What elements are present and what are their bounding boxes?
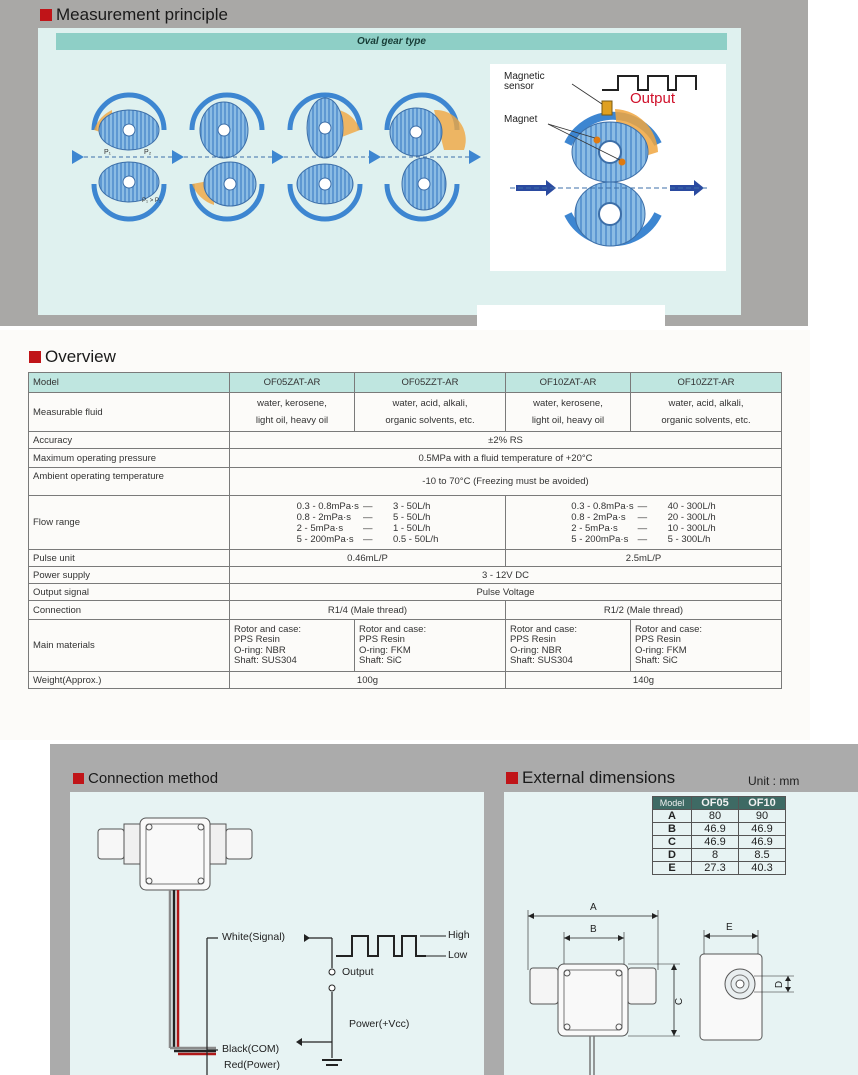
table-cell: 2.5mL/P	[505, 550, 781, 567]
table-cell: B	[653, 823, 692, 836]
dimension-c-label: C	[674, 997, 686, 1006]
cell-line: Shaft: SUS304	[234, 655, 297, 666]
table-cell: 3 - 12V DC	[230, 567, 782, 584]
table-cell: 46.9	[739, 836, 786, 849]
title-marker-icon	[506, 772, 518, 784]
dash: —	[362, 500, 373, 512]
table-cell	[355, 393, 506, 432]
sensor-body-icon	[140, 818, 210, 890]
table-cell: 46.9	[692, 823, 739, 836]
flow-value: 20 - 300L/h	[667, 511, 716, 523]
dash: —	[362, 511, 373, 523]
title-marker-icon	[73, 773, 84, 784]
table-row	[29, 432, 782, 449]
sensor-front-view-icon	[558, 964, 628, 1036]
cell-line: Shaft: SiC	[635, 655, 678, 666]
measurement-principle-section	[0, 0, 808, 326]
cell-line: O-ring: FKM	[635, 644, 687, 656]
row-label: Power supply	[29, 567, 230, 584]
sensor-side-view-icon	[700, 954, 762, 1040]
table-cell: C	[653, 836, 692, 849]
title-marker-icon	[40, 9, 52, 21]
p2-label: P₂	[144, 149, 152, 156]
table-cell	[230, 393, 355, 432]
table-row	[29, 601, 782, 620]
dimension-d-label: D	[774, 980, 786, 989]
cell-line: water, kerosene,	[533, 398, 603, 409]
viscosity: 5 - 200mPa·s	[571, 533, 629, 545]
cell-line: Rotor and case:	[635, 623, 703, 635]
viscosity: 0.3 - 0.8mPa·s	[571, 500, 634, 512]
dimensions-panel	[504, 792, 858, 1075]
output-pulse-waveform	[336, 936, 426, 956]
connection-dimensions-section	[50, 744, 858, 1075]
flow-value: 3 - 50L/h	[392, 500, 431, 512]
viscosity: 5 - 200mPa·s	[296, 533, 354, 545]
white-wire-label: White(Signal)	[222, 931, 286, 943]
table-row	[29, 468, 782, 496]
model-header: OF10ZZT-AR	[631, 373, 782, 393]
pulse-waveform	[602, 76, 696, 90]
table-cell	[230, 496, 506, 550]
cell-line: O-ring: FKM	[359, 644, 411, 656]
viscosity: 0.8 - 2mPa·s	[571, 511, 626, 523]
outlet-fitting-icon	[226, 829, 252, 859]
row-label: Ambient operating temperature	[29, 468, 230, 496]
row-label: Maximum operating pressure	[29, 449, 230, 468]
cell-line: Shaft: SiC	[359, 655, 402, 666]
cell-line: PPS Resin	[509, 634, 556, 645]
table-cell: R1/4 (Male thread)	[230, 601, 506, 620]
white-block	[477, 305, 665, 326]
cell-line: Rotor and case:	[509, 623, 578, 635]
table-cell	[230, 620, 355, 672]
section-title	[40, 5, 228, 25]
connection-panel	[70, 792, 484, 1075]
inlet-fitting-icon	[98, 829, 124, 859]
table-cell: 100g	[230, 672, 506, 689]
flow-range-of05	[297, 501, 439, 545]
table-header-row	[29, 373, 782, 393]
flow-arrow-icon	[72, 150, 84, 164]
viscosity: 0.8 - 2mPa·s	[296, 511, 352, 523]
overview-section	[0, 330, 810, 740]
table-row	[29, 672, 782, 689]
section-title-text: Measurement principle	[56, 5, 228, 24]
row-label: Measurable fluid	[29, 393, 230, 432]
red-wire-label: Red(Power)	[224, 1059, 281, 1071]
cell-line: PPS Resin	[635, 634, 681, 645]
dash: —	[637, 533, 648, 545]
cell-line: water, acid, alkali,	[668, 398, 744, 409]
table-header: OF05	[692, 797, 739, 810]
table-cell: E	[653, 862, 692, 875]
viscosity: 0.3 - 0.8mPa·s	[296, 500, 359, 512]
model-header: OF10ZAT-AR	[505, 373, 630, 393]
table-cell: 90	[739, 810, 786, 823]
flow-value: 5 - 300L/h	[667, 533, 711, 545]
gear-stage-3	[284, 95, 369, 219]
table-cell: 0.46mL/P	[230, 550, 506, 567]
dimension-a-label: A	[590, 902, 597, 913]
model-header: OF05ZZT-AR	[355, 373, 506, 393]
row-label: Accuracy	[29, 432, 230, 449]
table-cell: A	[653, 810, 692, 823]
gear-stage-4	[381, 95, 469, 219]
section-title-text: Connection method	[88, 770, 219, 787]
cell-line: water, acid, alkali,	[392, 398, 468, 409]
section-title-text: External dimensions	[522, 768, 676, 787]
table-row	[29, 620, 782, 672]
dimension-drawing	[504, 792, 858, 1075]
measurement-panel	[38, 28, 741, 315]
dash: —	[362, 522, 373, 534]
table-row	[29, 567, 782, 584]
cell-line: Rotor and case:	[234, 623, 302, 635]
table-cell: 40.3	[739, 862, 786, 875]
table-cell	[505, 620, 630, 672]
table-row	[29, 449, 782, 468]
external-dimensions-title	[506, 768, 675, 788]
viscosity: 2 - 5mPa·s	[571, 522, 618, 534]
table-cell	[355, 620, 506, 672]
magnetic-sensor-icon	[602, 101, 612, 115]
table-cell: -10 to 70°C (Freezing must be avoided)	[230, 468, 782, 496]
flow-arrow-icon	[469, 150, 481, 164]
black-wire-label: Black(COM)	[222, 1043, 280, 1055]
table-row	[29, 584, 782, 601]
model-header: OF05ZAT-AR	[230, 373, 355, 393]
table-cell	[505, 393, 630, 432]
table-cell: 27.3	[692, 862, 739, 875]
table-row	[29, 393, 782, 432]
cell-line: organic solvents, etc.	[661, 415, 751, 426]
flow-value: 0.5 - 50L/h	[392, 533, 439, 545]
output-label: Output	[630, 90, 676, 107]
table-cell: 80	[692, 810, 739, 823]
table-header: Model	[653, 797, 692, 810]
viscosity: 2 - 5mPa·s	[296, 522, 344, 534]
dash: —	[362, 533, 373, 545]
flow-arrow-icon	[172, 150, 184, 164]
table-cell: Pulse Voltage	[230, 584, 782, 601]
power-label: Power(+Vcc)	[349, 1018, 410, 1030]
table-cell	[631, 620, 782, 672]
flow-value: 5 - 50L/h	[392, 511, 431, 523]
output-label: Output	[342, 966, 374, 978]
magnetic-sensor-label: Magnetic sensor	[504, 71, 545, 92]
dash: —	[637, 522, 648, 534]
cell-line: water, kerosene,	[257, 398, 327, 409]
table-row	[29, 496, 782, 550]
flow-value: 10 - 300L/h	[667, 522, 716, 534]
table-cell: R1/2 (Male thread)	[505, 601, 781, 620]
gear-sequence-diagram	[64, 80, 484, 240]
high-label: High	[448, 929, 470, 941]
dash: —	[637, 500, 648, 512]
sensor-detail-diagram	[490, 64, 726, 271]
unit-label: Unit : mm	[748, 774, 800, 788]
flow-value: 1 - 50L/h	[392, 522, 431, 534]
table-header: OF10	[739, 797, 786, 810]
pressure-relation-label: P₁ > P₂	[142, 198, 162, 204]
overview-spec-table	[28, 372, 782, 689]
table-cell: 140g	[505, 672, 781, 689]
table-cell: ±2% RS	[230, 432, 782, 449]
row-label: Output signal	[29, 584, 230, 601]
cell-line: light oil, heavy oil	[531, 415, 605, 426]
gear-stage-2	[184, 95, 272, 219]
table-cell: 0.5MPa with a fluid temperature of +20°C	[230, 449, 782, 468]
table-cell: 8	[692, 849, 739, 862]
connection-method-title	[73, 770, 218, 787]
row-label: Weight(Approx.)	[29, 672, 230, 689]
sensor-detail-box	[490, 64, 726, 271]
flow-arrow-icon	[369, 150, 381, 164]
section-title	[29, 347, 116, 367]
row-label: Main materials	[29, 620, 230, 672]
low-label: Low	[448, 949, 468, 961]
flow-value: 40 - 300L/h	[667, 500, 716, 512]
cell-line: Shaft: SUS304	[509, 655, 573, 666]
cell-line: O-ring: NBR	[509, 644, 562, 656]
oval-gear-band: Oval gear type	[56, 33, 727, 50]
section-title-text: Overview	[45, 347, 116, 366]
table-cell: 46.9	[739, 823, 786, 836]
row-label: Connection	[29, 601, 230, 620]
dash: —	[637, 511, 648, 523]
dimension-b-label: B	[590, 924, 597, 935]
row-label: Pulse unit	[29, 550, 230, 567]
dimension-e-label: E	[726, 922, 733, 933]
magnet-label: Magnet	[504, 114, 538, 125]
table-cell	[631, 393, 782, 432]
table-cell: D	[653, 849, 692, 862]
cell-line: light oil, heavy oil	[255, 415, 329, 426]
cell-line: organic solvents, etc.	[385, 415, 475, 426]
p1-label: P₁	[104, 149, 112, 156]
row-label: Flow range	[29, 496, 230, 550]
table-cell: 8.5	[739, 849, 786, 862]
cell-line: O-ring: NBR	[234, 644, 286, 656]
cell-line: PPS Resin	[234, 634, 280, 645]
table-row	[29, 550, 782, 567]
row-label: Model	[29, 373, 230, 393]
flow-arrow-icon	[272, 150, 284, 164]
outlet-fitting-icon	[628, 968, 656, 1004]
cell-line: Rotor and case:	[359, 623, 427, 635]
table-cell: 46.9	[692, 836, 739, 849]
inlet-fitting-icon	[530, 968, 558, 1004]
flow-range-of10	[571, 501, 715, 545]
cell-line: PPS Resin	[359, 634, 405, 645]
table-cell	[505, 496, 781, 550]
title-marker-icon	[29, 351, 41, 363]
